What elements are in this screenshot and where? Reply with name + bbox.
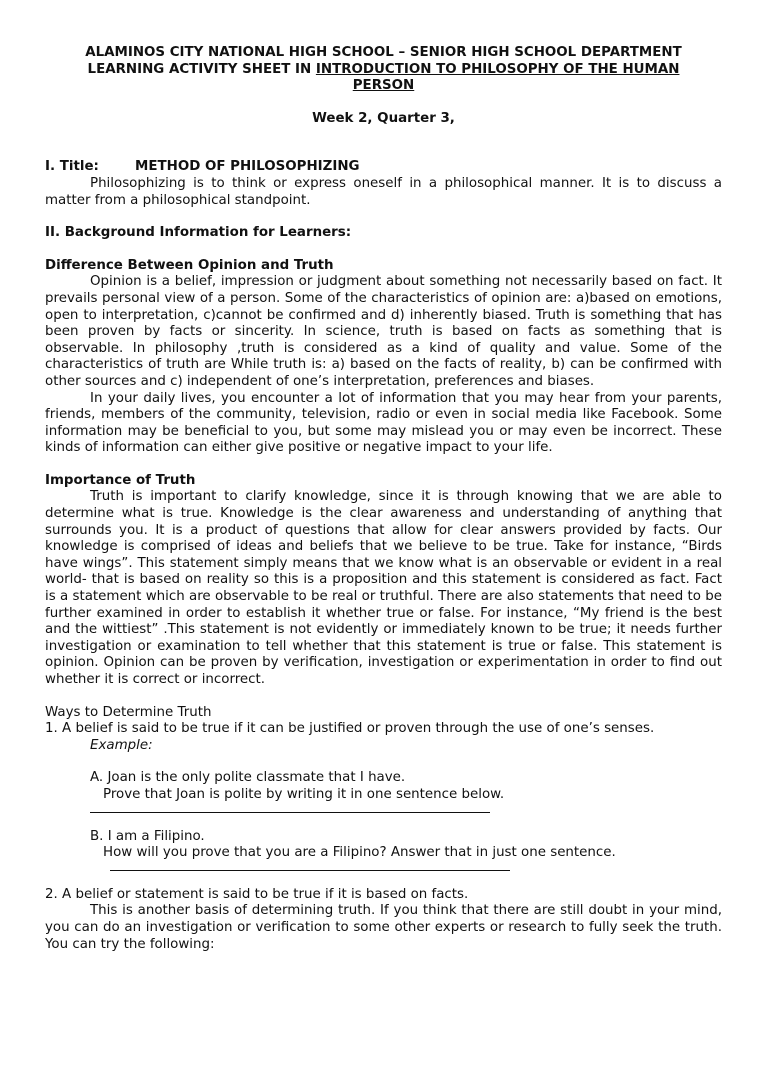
opinion-truth-heading: Difference Between Opinion and Truth <box>45 257 334 273</box>
subject-title-line1: INTRODUCTION TO PHILOSOPHY OF THE HUMAN <box>315 61 680 77</box>
opinion-truth-paragraph-2: In your daily lives, you encounter a lot of information that you may hear from your parents, friends, members of the community, television, radio or even in social media like Facebook. Some information may be beneficial to you, but some may mislead you or may even be incorrect. These kinds of information can either give positive or negative impact to your life. <box>45 390 722 456</box>
importance-heading: Importance of Truth <box>45 472 196 488</box>
philosophizing-paragraph: Philosophizing is to think or express oneself in a philosophical manner. It is to discuss a matter from a philosophical standpoint. <box>45 175 722 208</box>
ways-heading: Ways to Determine Truth <box>45 704 212 720</box>
answer-line-a[interactable] <box>90 804 490 813</box>
document-page <box>0 45 768 1069</box>
subject-title-line2-row <box>45 78 722 95</box>
section-title-label: I. Title: <box>45 159 99 175</box>
section-title-row <box>45 159 722 176</box>
activity-sheet-header <box>45 62 722 79</box>
activity-sheet-prefix: LEARNING ACTIVITY SHEET IN <box>87 61 316 77</box>
ways-item-1: 1. A belief is said to be true if it can be justified or proven through the use of one’s senses. <box>45 721 655 737</box>
example-b-instruction: How will you prove that you are a Filipino? Answer that in just one sentence. <box>103 845 616 861</box>
example-label: Example: <box>90 737 153 753</box>
opinion-truth-paragraph-1: Opinion is a belief, impression or judgment about something not necessarily based on fact. It prevails personal view of a person. Some of the characteristics of opinion are: a)based on emotions, open to interpretation, c)cannot be confirmed and d) inherently biased. Truth is something that has been proven by facts or sincerity. In science, truth is based on facts as something that is observable. In philosophy ,truth is considered as a kind of quality and value. Some of the characteristics of truth are While truth is: a) based on the facts of reality, b) can be confirmed with other sources and c) independent of one’s interpretation, preferences and biases. <box>45 274 722 389</box>
example-b-statement: B. I am a Filipino. <box>90 828 205 844</box>
answer-line-b[interactable] <box>110 862 510 871</box>
school-header: ALAMINOS CITY NATIONAL HIGH SCHOOL – SENIOR HIGH SCHOOL DEPARTMENT <box>85 45 682 60</box>
ways-item-2-paragraph: This is another basis of determining truth. If you think that there are still doubt in your mind, you can do an investigation or verification to some other experts or research to fully seek the truth. You can try the following: <box>45 903 722 952</box>
importance-paragraph: Truth is important to clarify knowledge, since it is through knowing that we are able to determine what is true. Knowledge is the clear awareness and understanding of anything that surrounds you. It is a product of questions that allow for clear answers provided by facts. Our knowledge is comprised of ideas and beliefs that we believe to be true. Take for instance, “Birds have wings”. This statement simply means that we know what is an observable or evident in a real world- that is based on reality so this is a proposition and this statement is considered as fact. Fact is a statement which are observable to be real or truthful. There are also statements that need to be further examined in order to establish it whether true or false. For instance, “My friend is the best and the wittiest” .This statement is not evidently or immediately known to be true; it needs further investigation or examination to tell whether that this statement is true or false. This statement is opinion. Opinion can be proven by verification, investigation or experimentation in order to find out whether it is correct or incorrect. <box>45 489 722 687</box>
week-quarter: Week 2, Quarter 3, <box>312 110 455 126</box>
background-heading: II. Background Information for Learners: <box>45 225 352 241</box>
section-title-text: METHOD OF PHILOSOPHIZING <box>135 159 360 175</box>
example-a-instruction: Prove that Joan is polite by writing it in one sentence below. <box>103 786 505 802</box>
example-a-statement: A. Joan is the only polite classmate that I have. <box>90 770 406 786</box>
subject-title-line2: PERSON <box>352 78 415 94</box>
ways-item-2: 2. A belief or statement is said to be true if it is based on facts. <box>45 886 469 902</box>
